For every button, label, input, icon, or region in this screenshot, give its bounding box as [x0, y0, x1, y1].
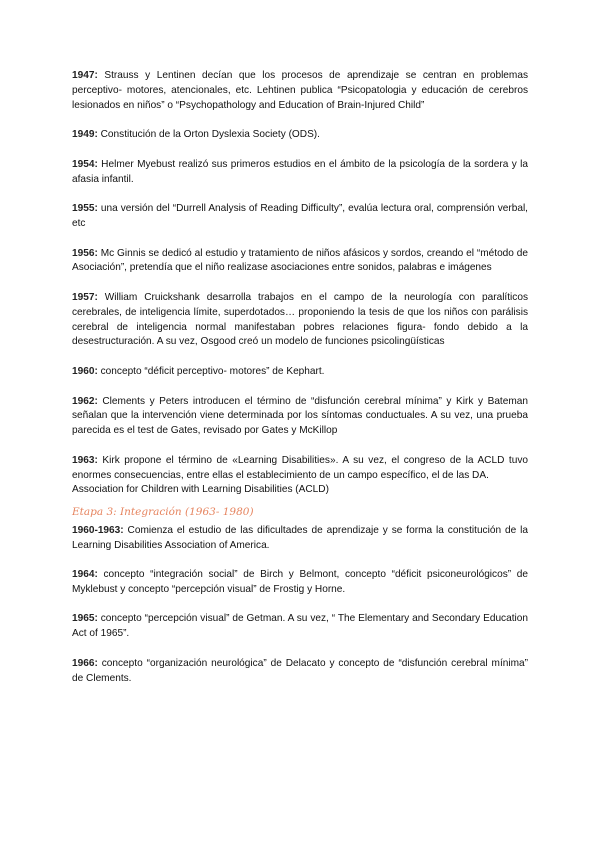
entry-text: una versión del “Durrell Analysis of Reading Difficulty”, evalúa lectura oral, comprensión verbal, etc: [72, 203, 528, 229]
entry-text: Clements y Peters introducen el término de “disfunción cerebral mínima” y Kirk y Bateman señalan que la intervención viene determinada por los síntomas conductuales. A su vez, una prueba parecida es el test de Gates, revisado por Gates y McKillop: [72, 395, 528, 437]
entry-text: William Cruickshank desarrolla trabajos en el campo de la neurología con paralíticos cerebrales, de inteligencia límite, superdotados… proponiendo la tesis de que los niños con parálisis cerebral de inteligencia normal manifestaban pobres relaciones figura- fondo debido a la desestructuración. A su vez, Osgood creó un modelo de funciones psicolingüísticas: [72, 291, 528, 348]
entry-text: Mc Ginnis se dedicó al estudio y tratamiento de niños afásicos y sordos, creando el “método de Asociación”, pretendía que el niño realizase asociaciones entre sonidos, palabras e imágenes: [72, 247, 528, 274]
entry-1954: [72, 158, 528, 188]
entry-1966: [72, 657, 528, 687]
entry-year: 1954:: [72, 158, 98, 170]
entry-year: 1949:: [72, 129, 98, 141]
entry-year: 1962:: [72, 395, 98, 407]
entry-1955: [72, 202, 528, 232]
entry-year: 1960-1963:: [72, 524, 124, 536]
entry-year: 1966:: [72, 657, 98, 669]
entry-1964: [72, 568, 528, 598]
entry-1949: [72, 128, 528, 143]
entry-year: 1963:: [72, 454, 98, 466]
entry-year: 1965:: [72, 613, 98, 625]
entry-text: concepto “déficit perceptivo- motores” de Kephart.: [97, 365, 325, 377]
entry-text: Helmer Myebust realizó sus primeros estudios en el ámbito de la psicología de la sordera y la afasia infantil.: [72, 158, 528, 185]
entry-1963: [72, 454, 528, 484]
entry-year: 1956:: [72, 247, 98, 259]
acld-line: Association for Children with Learning Disabilities (ACLD): [72, 484, 329, 496]
entry-text: concepto “organización neurológica” de Delacato y concepto de “disfunción cerebral mínima” de Clements.: [72, 657, 528, 684]
entry-1962: [72, 395, 528, 439]
entry-year: 1957:: [72, 291, 98, 303]
entry-1965: [72, 612, 528, 642]
entry-text: concepto “percepción visual” de Getman. A su vez, “ The Elementary and Secondary Education Act of 1965”.: [72, 613, 528, 640]
entry-1947: [72, 69, 528, 113]
document-page: [72, 69, 528, 701]
entry-text: Kirk propone el término de «Learning Disabilities». A su vez, el congreso de la ACLD tuvo enormes consecuencias, entre ellas el establecimiento de un campo específico, el de las DA.: [72, 454, 528, 481]
entry-text: Strauss y Lentinen decían que los procesos de aprendizaje se centran en problemas perceptivo- motores, atencionales, etc. Lehtinen publica “Psicopatologia y educación de cerebros lesionados en niños” o “Psychopathology and Education of Brain-Injured Child”: [72, 70, 528, 111]
section-heading: Etapa 3: Integración (1963- 1980): [72, 505, 254, 518]
entry-year: 1964:: [72, 569, 98, 581]
entry-text: concepto “integración social” de Birch y Belmont, concepto “déficit psiconeurológicos” de Myklebust y concepto “percepción visual” de Frostig y Horne.: [72, 569, 528, 595]
entry-year: 1960:: [72, 365, 98, 377]
entry-1956: [72, 247, 528, 277]
entry-1960: [72, 365, 528, 380]
entry-year: 1947:: [72, 70, 98, 81]
entry-1960-1963: [72, 524, 528, 554]
entry-text: Comienza el estudio de las dificultades de aprendizaje y se forma la constitución de la Learning Disabilities Association of America.: [72, 524, 528, 551]
entry-1957: [72, 291, 528, 350]
entry-year: 1955:: [72, 203, 98, 215]
entry-text: Constitución de la Orton Dyslexia Society (ODS).: [97, 129, 320, 141]
